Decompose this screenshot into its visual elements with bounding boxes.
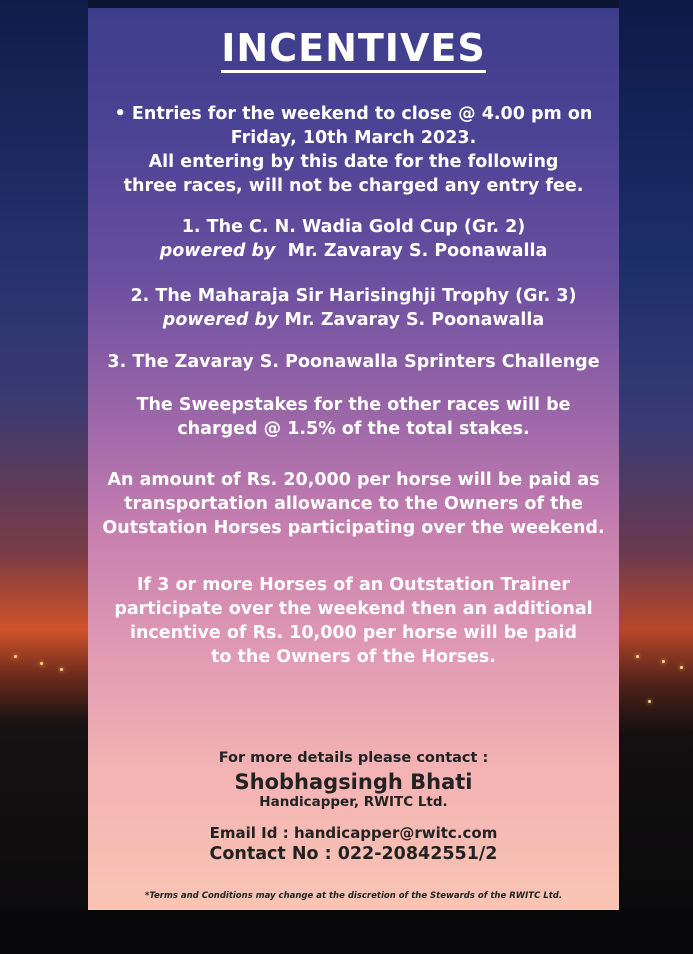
page-title: INCENTIVES — [88, 26, 619, 70]
contact-name: Shobhagsingh Bhati — [234, 770, 473, 794]
race-item-2: 2. The Maharaja Sir Harisinghji Trophy (Gr. 3) powered by Mr. Zavaray S. Poonawalla — [130, 286, 577, 330]
email-link[interactable]: handicapper@rwitc.com — [293, 824, 498, 842]
incentives-flyer — [88, 8, 619, 910]
contact-heading: For more details please contact : — [218, 750, 489, 766]
terms-footnote: *Terms and Conditions may change at the discretion of the Stewards of the RWITC Ltd. — [144, 891, 563, 901]
additional-incentive-notice: If 3 or more Horses of an Outstation Trainer participate over the weekend then an additional incentive of Rs. 10,000 per horse will be paid to the Owners of the Horses. — [114, 575, 593, 667]
contact-role: Handicapper, RWITC Ltd. — [259, 794, 448, 810]
phone-number[interactable]: 022-20842551/2 — [337, 844, 498, 864]
race-item-1: 1. The C. N. Wadia Gold Cup (Gr. 2) powered by Mr. Zavaray S. Poonawalla — [159, 217, 548, 261]
contact-phone: Contact No : 022-20842551/2 — [209, 844, 498, 864]
contact-section — [88, 750, 619, 864]
sweepstakes-notice: The Sweepstakes for the other races will be charged @ 1.5% of the total stakes. — [136, 395, 571, 439]
contact-email: Email Id : handicapper@rwitc.com — [209, 824, 498, 842]
transport-allowance-notice: An amount of Rs. 20,000 per horse will be paid as transportation allowance to the Owners of the Outstation Horses participating over the weekend. — [102, 470, 605, 538]
race-item-3: 3. The Zavaray S. Poonawalla Sprinters Challenge — [107, 352, 600, 372]
entries-notice: • Entries for the weekend to close @ 4.00 pm on Friday, 10th March 2023. All entering by this date for the following three races, will not be charged any entry fee. — [114, 104, 593, 196]
